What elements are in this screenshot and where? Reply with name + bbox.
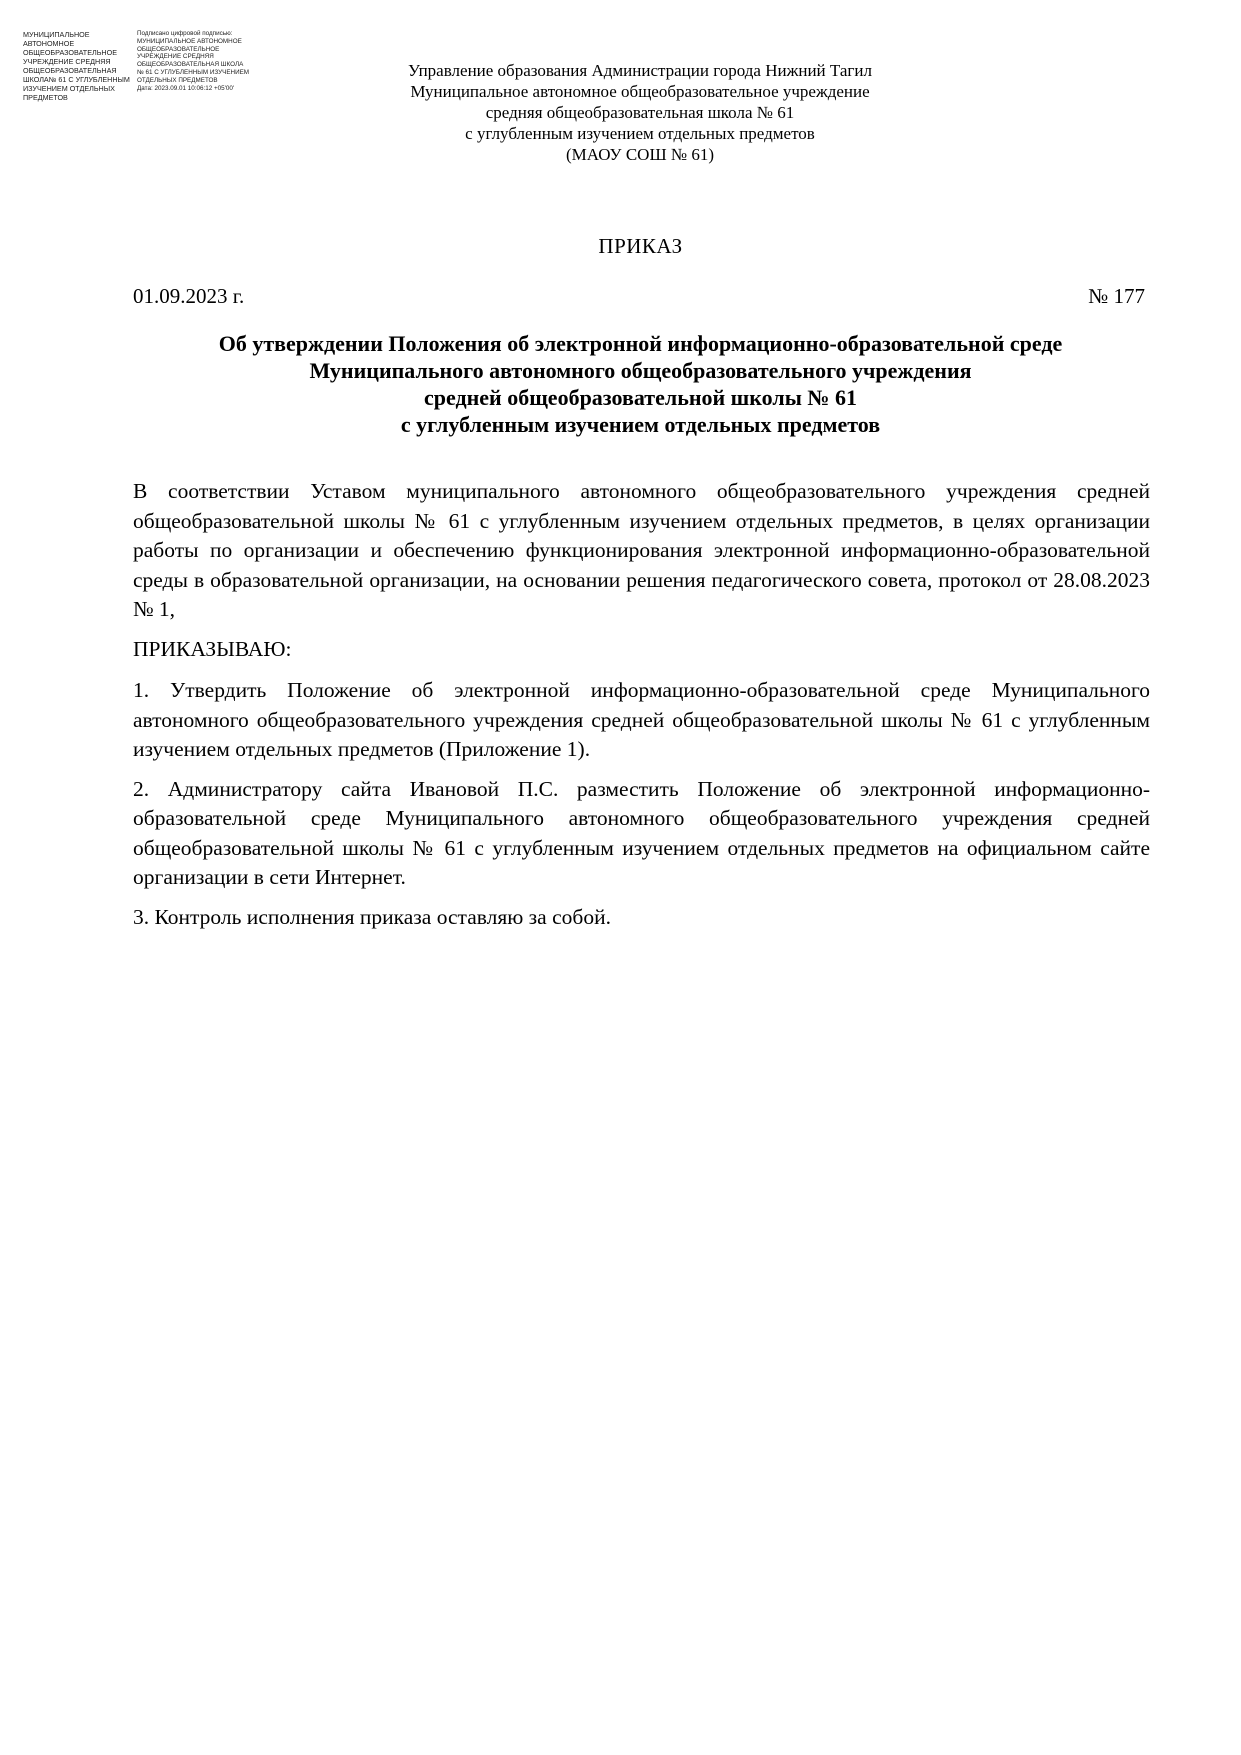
digital-signature-owner	[23, 30, 133, 102]
signature-line: № 61 С УГЛУБЛЕННЫМ ИЗУЧЕНИЕМ	[137, 68, 250, 76]
header-line: Муниципальное автономное общеобразовательное учреждение	[410, 82, 870, 101]
signature-line: МУНИЦИПАЛЬНОЕ	[23, 30, 90, 39]
digital-signature-details	[137, 30, 257, 92]
preamble-paragraph: В соответствии Уставом муниципального автономного общеобразовательного учреждения средней общеобразовательной школы № 61 с углубленным изучением отдельных предметов, в целях организации работы по организации и обеспечению функционирования электронной информационно-образовательной среды в образовательной организации, на основании решения педагогического совета, протокол от 28.08.2023 № 1,	[133, 479, 1150, 621]
signature-line: ПРЕДМЕТОВ	[23, 93, 68, 102]
signature-line: ОТДЕЛЬНЫХ ПРЕДМЕТОВ	[137, 76, 218, 84]
order-word: ПРИКАЗЫВАЮ:	[133, 636, 292, 661]
title-line: Об утверждении Положения об электронной информационно-образовательной среде	[218, 331, 1063, 356]
signature-line: ОБЩЕОБРАЗОВАТЕЛЬНАЯ ШКОЛА	[137, 61, 244, 69]
signature-line: УЧРЕЖДЕНИЕ СРЕДНЯЯ	[23, 57, 111, 66]
document-body	[133, 477, 1150, 942]
header-line: Управление образования Администрации города Нижний Тагил	[408, 61, 872, 80]
signature-line: ИЗУЧЕНИЕМ ОТДЕЛЬНЫХ	[23, 84, 115, 93]
document-date: 01.09.2023 г.	[133, 284, 245, 308]
document-title	[120, 330, 1161, 438]
signature-line: Подписано цифровой подписью:	[137, 30, 233, 37]
order-item: 1. Утвердить Положение об электронной информационно-образовательной среде Муниципального автономного общеобразовательного учреждения средней общеобразовательной школы № 61 с углубленным изучением отдельных предметов (Приложение 1).	[133, 678, 1150, 761]
document-type: ПРИКАЗ	[598, 234, 683, 258]
title-line: Муниципального автономного общеобразовательного учреждения	[309, 358, 972, 383]
signature-date: Дата: 2023.09.01 10:06:12 +05'00'	[137, 84, 235, 92]
title-line: с углубленным изучением отдельных предметов	[400, 412, 881, 437]
signature-line: ШКОЛА№ 61 С УГЛУБЛЕННЫМ	[23, 75, 130, 84]
signature-line: ОБЩЕОБРАЗОВАТЕЛЬНАЯ	[23, 66, 117, 75]
header-line: средняя общеобразовательная школа № 61	[485, 103, 795, 122]
order-item: 2. Администратору сайта Ивановой П.С. разместить Положение об электронной информационно-образовательной среде Муниципального автономного общеобразовательного учреждения средней общеобразовательной школы № 61 с углубленным изучением отдельных предметов на официальном сайте организации в сети Интернет.	[133, 776, 1150, 889]
organization-header	[340, 60, 940, 165]
signature-line: ОБЩЕОБРАЗОВАТЕЛЬНОЕ	[137, 45, 220, 53]
header-line: (МАОУ СОШ № 61)	[566, 145, 714, 164]
header-line: с углубленным изучением отдельных предметов	[465, 124, 815, 143]
title-line: средней общеобразовательной школы № 61	[424, 385, 857, 410]
document-number: № 177	[1088, 284, 1145, 308]
order-item: 3. Контроль исполнения приказа оставляю за собой.	[133, 904, 611, 929]
signature-line: ОБЩЕОБРАЗОВАТЕЛЬНОЕ	[23, 48, 118, 57]
signature-line: МУНИЦИПАЛЬНОЕ АВТОНОМНОЕ	[137, 37, 242, 45]
signature-line: АВТОНОМНОЕ	[23, 39, 75, 48]
signature-line: УЧРЕЖДЕНИЕ СРЕДНЯЯ	[137, 53, 214, 61]
